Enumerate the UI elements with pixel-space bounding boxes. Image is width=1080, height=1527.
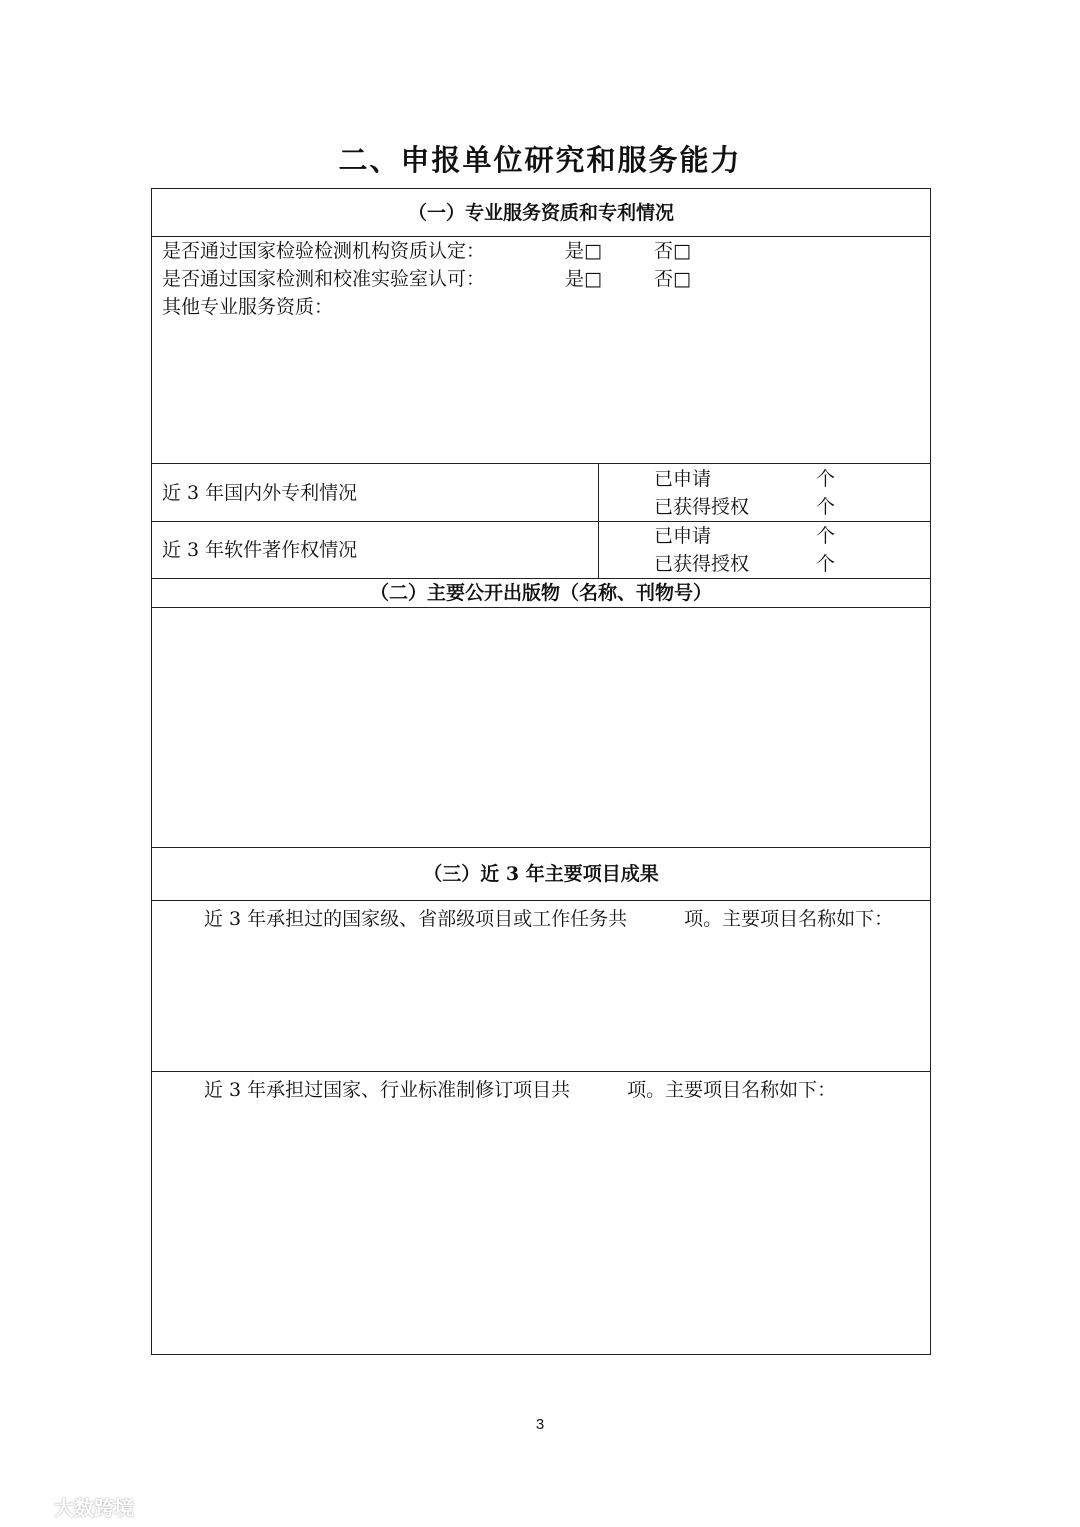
patent-granted-row (599, 493, 930, 521)
section3-heading: （三）近 3 年主要项目成果 (152, 848, 931, 901)
software-applied-row (599, 522, 930, 550)
qualification-question-cnas (162, 265, 920, 293)
watermark-text: 大数跨境 (54, 1496, 134, 1520)
publications-input-area[interactable] (152, 608, 931, 848)
watermark (12, 1492, 134, 1521)
no-checkbox[interactable]: 否□ (654, 268, 691, 290)
no-checkbox[interactable]: 否□ (654, 240, 691, 262)
yes-checkbox[interactable]: 是□ (565, 268, 602, 290)
granted-label: 已获得授权 (654, 495, 750, 518)
granted-label: 已获得授权 (654, 553, 750, 575)
other-qualification-label: 其他专业服务资质： (162, 296, 334, 318)
question-text: 是否通过国家检验检测机构资质认定： (162, 240, 486, 262)
unit-label: 个 (816, 525, 836, 547)
page-title: 二、申报单位研究和服务能力 (338, 143, 742, 177)
standards-projects-area[interactable]: 近 3 年承担过国家、行业标准制修订项目共 项。主要项目名称如下： (152, 1072, 931, 1355)
applied-label: 已申请 (654, 467, 712, 490)
section1-heading: （一）专业服务资质和专利情况 (152, 189, 931, 237)
software-copyright-label: 近 3 年软件著作权情况 (152, 522, 599, 579)
patent-applied-row (599, 465, 930, 493)
unit-label: 个 (816, 495, 836, 518)
patent-label: 近 3 年国内外专利情况 (152, 464, 599, 522)
application-form-table (151, 188, 931, 1355)
qualification-cell (152, 237, 931, 464)
section2-heading: （二）主要公开出版物（名称、刊物号） (152, 579, 931, 608)
question-text: 是否通过国家检测和校准实验室认可： (162, 268, 486, 290)
patent-counts (599, 464, 931, 522)
page-number: 3 (535, 1416, 545, 1433)
qualification-question-cma (162, 237, 920, 265)
unit-label: 个 (816, 467, 836, 490)
applied-label: 已申请 (654, 525, 712, 547)
yes-checkbox[interactable]: 是□ (565, 240, 602, 262)
national-projects-area[interactable]: 近 3 年承担过的国家级、省部级项目或工作任务共 项。主要项目名称如下： (152, 901, 931, 1072)
software-copyright-counts (599, 522, 931, 579)
watermark-logo-icon (12, 1496, 48, 1518)
unit-label: 个 (816, 553, 836, 575)
software-granted-row (599, 550, 930, 578)
